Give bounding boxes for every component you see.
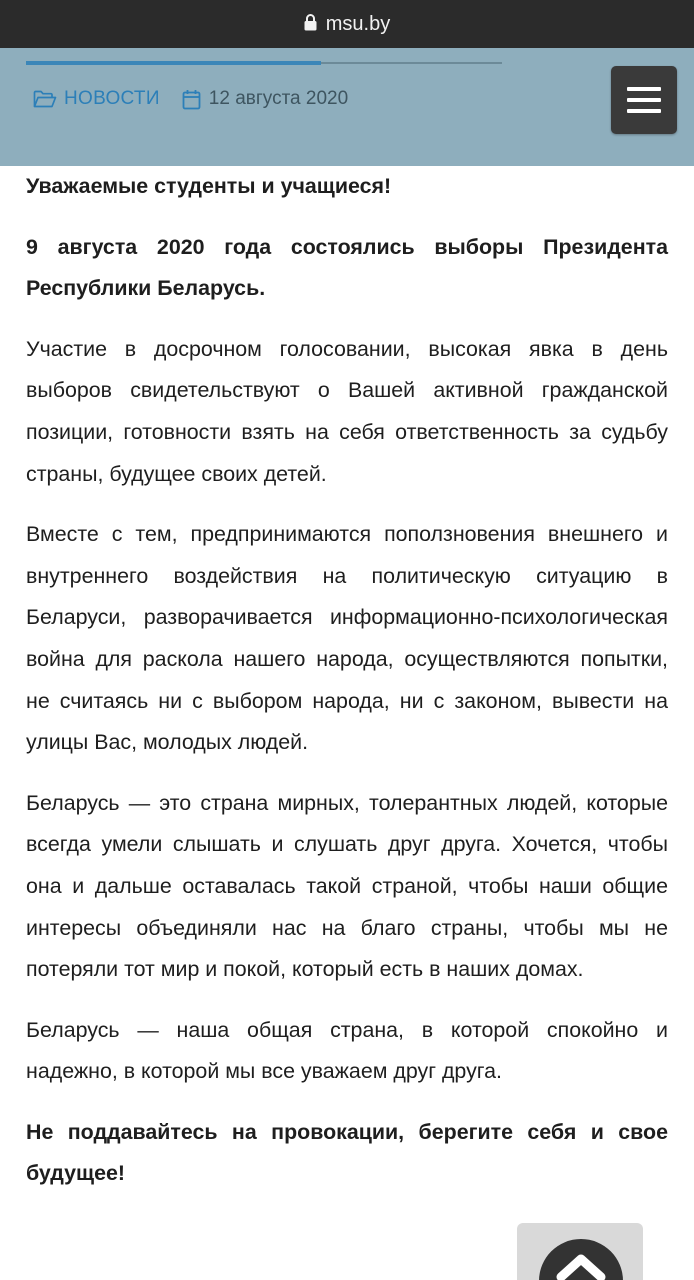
article-paragraph: Беларусь — это страна мирных, толерантных людей, которые всегда умели слышать и слушать друг друга. Хочется, чтобы она и дальше оставалась такой страной, чтобы наши общие интересы объединяли нас на благо страны, чтобы мы не потеряли тот мир и покой, который есть в наших домах. (26, 790, 668, 982)
article-meta (33, 88, 348, 110)
url-text: msu.by (325, 12, 391, 35)
article-header (0, 48, 694, 166)
article-closing: Не поддавайтесь на провокации, берегите себя и свое будущее! (26, 1119, 668, 1186)
article-body (26, 166, 668, 1214)
lock-icon (304, 14, 317, 37)
reading-progress-fill (26, 61, 321, 65)
hamburger-menu-icon[interactable] (611, 66, 677, 134)
scroll-to-top-button[interactable] (517, 1223, 643, 1280)
menu-bar (627, 109, 661, 113)
chevron-up-icon (555, 1251, 607, 1280)
menu-bar (627, 87, 661, 91)
article-paragraph: Вместе с тем, предпринимаются поползновения внешнего и внутреннего воздействия на политическую ситуацию в Беларуси, разворачивается информационно-психологическая война для раскола нашего народа, осуществляются попытки, не считаясь ни с выбором народа, ни с законом, вывести на улицы Вас, молодых людей. (26, 522, 668, 755)
folder-open-icon (33, 90, 57, 108)
article-paragraph: Участие в досрочном голосовании, высокая явка в день выборов свидетельствуют о Вашей активной гражданской позиции, готовности взять на себя ответственность за судьбу страны, будущее своих детей. (26, 336, 668, 486)
menu-bar (627, 98, 661, 102)
article-paragraph: Беларусь — наша общая страна, в которой спокойно и надежно, в которой мы все уважаем друг друга. (26, 1017, 668, 1084)
publish-date (182, 88, 348, 110)
publish-date-text: 12 августа 2020 (208, 88, 349, 109)
category-label: НОВОСТИ (64, 88, 160, 109)
article-greeting: Уважаемые студенты и учащиеся! (26, 174, 392, 198)
reading-progress-bar (26, 62, 502, 64)
calendar-icon (182, 89, 201, 110)
browser-address-bar[interactable] (0, 0, 694, 48)
category-link[interactable] (33, 88, 160, 110)
article-lead: 9 августа 2020 года состоялись выборы Президента Республики Беларусь. (26, 234, 668, 301)
